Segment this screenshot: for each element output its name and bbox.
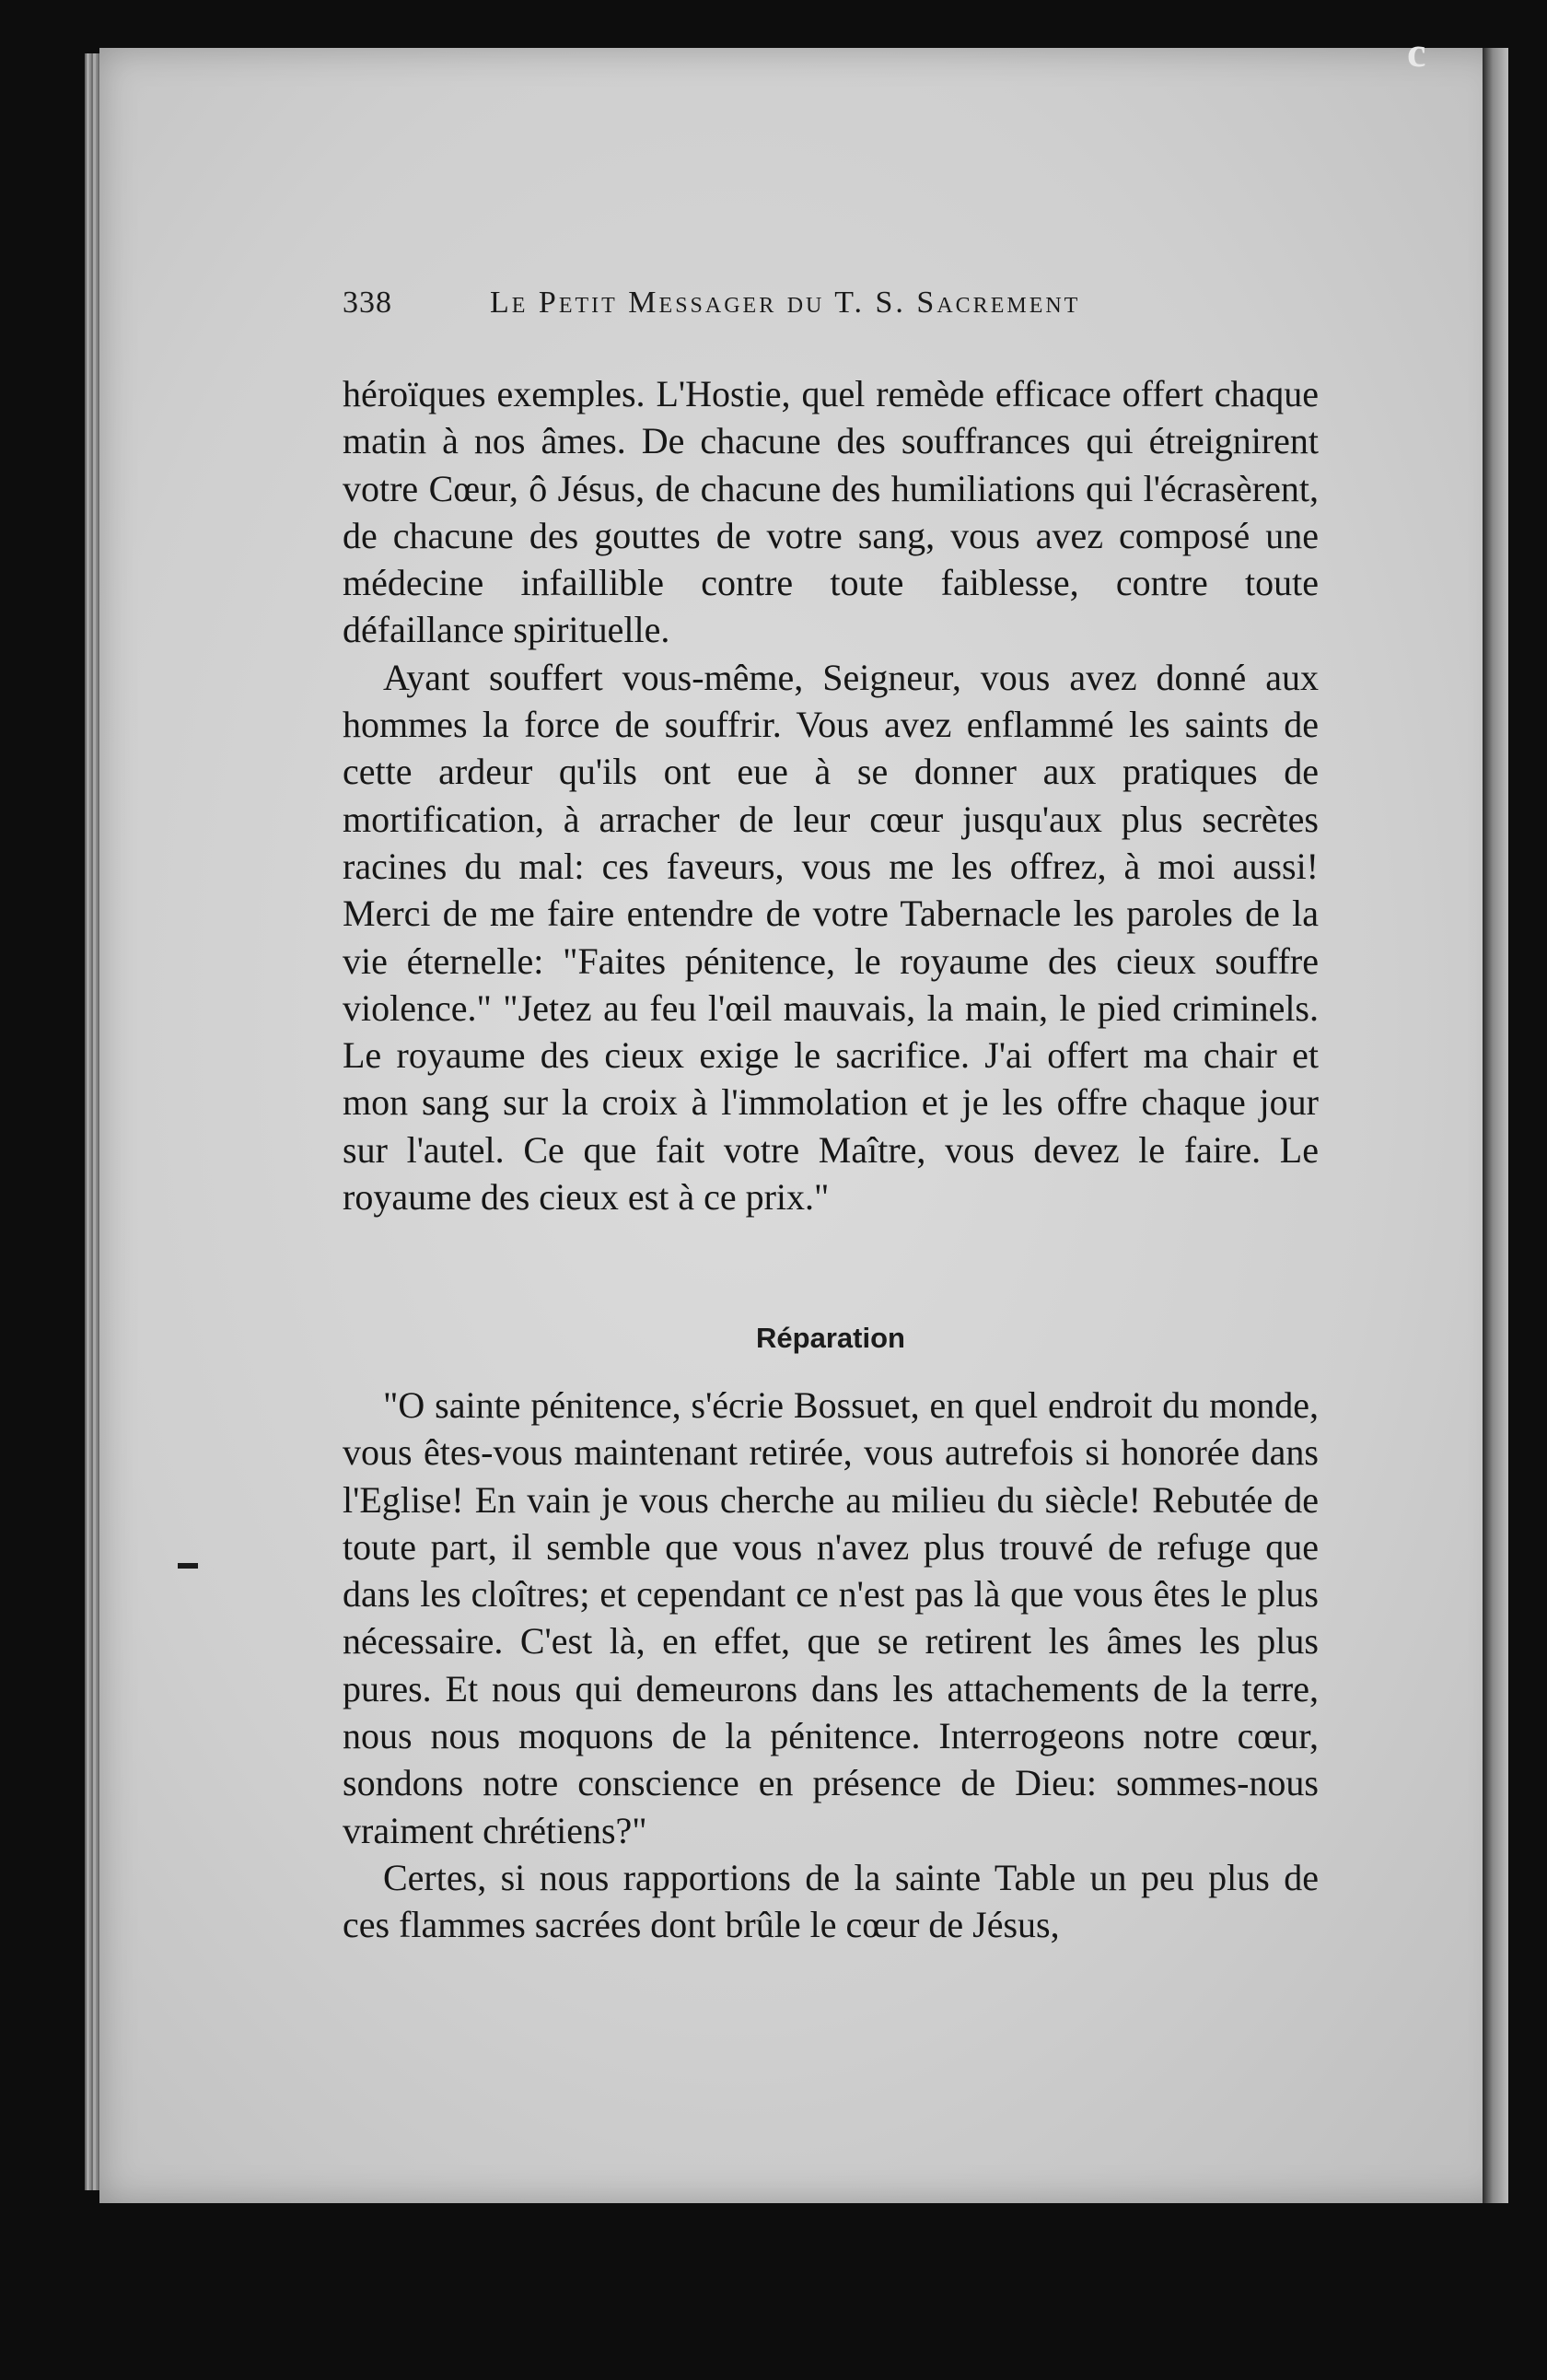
page-number: 338: [343, 286, 392, 320]
body-text-top: [343, 370, 1319, 1220]
paragraph: "O sainte pénitence, s'écrie Bossuet, en quel endroit du monde, vous êtes-vous maintenant retirée, vous autrefois si honorée dans l'Eglise! En vain je vous cherche au milieu du siècle! Rebutée de toute part, il semble que vous n'avez plus trouvé de refuge que dans les cloîtres; et cependant ce n'est pas là que vous êtes le plus nécessaire. C'est là, en effet, que se retirent les âmes les plus pures. Et nous qui demeurons dans les attachements de la terre, nous nous moquons de la pénitence. Interrogeons notre cœur, sondons notre conscience en présence de Dieu: sommes-nous vraiment chrétiens?": [343, 1384, 1319, 1851]
corner-mark: c: [1407, 29, 1426, 76]
scan-mark: [178, 1563, 198, 1569]
paragraph: Certes, si nous rapportions de la sainte Table un peu plus de ces flammes sacrées dont brûle le cœur de Jésus,: [343, 1856, 1319, 1946]
paragraph: héroïques exemples. L'Hostie, quel remède efficace offert chaque matin à nos âmes. De chacune des souffrances qui étreignirent votre Cœur, ô Jésus, de chacune des humiliations qui l'écrasèrent, de chacune des gouttes de votre sang, vous avez composé une médecine infaillible contre toute faiblesse, contre toute défaillance spirituelle.: [343, 373, 1319, 651]
running-title: Le Petit Messager du T. S. Sacrement: [490, 286, 1081, 320]
page-gutter-shadow: [1483, 48, 1508, 2203]
paragraph: Ayant souffert vous-même, Seigneur, vous avez donné aux hommes la force de souffrir. Vous avez enflammé les saints de cette ardeur qu'ils ont eue à se donner aux pratiques de mortification, à arracher de leur cœur jusqu'aux plus secrètes racines du mal: ces faveurs, vous me les offrez, à moi aussi! Merci de me faire entendre de votre Tabernacle les paroles de la vie éternelle: "Faites pénitence, le royaume des cieux souffre violence." "Jetez au feu l'œil mauvais, la main, le pied criminels. Le royaume des cieux exige le sacrifice. J'ai offert ma chair et mon sang sur la croix à l'immolation et je les offre chaque jour sur l'autel. Ce que fait votre Maître, vous devez le faire. Le royaume des cieux est à ce prix.": [343, 656, 1319, 1219]
section-heading: Réparation: [756, 1322, 905, 1354]
body-text-section: [343, 1382, 1319, 1949]
running-head: [343, 286, 1319, 341]
